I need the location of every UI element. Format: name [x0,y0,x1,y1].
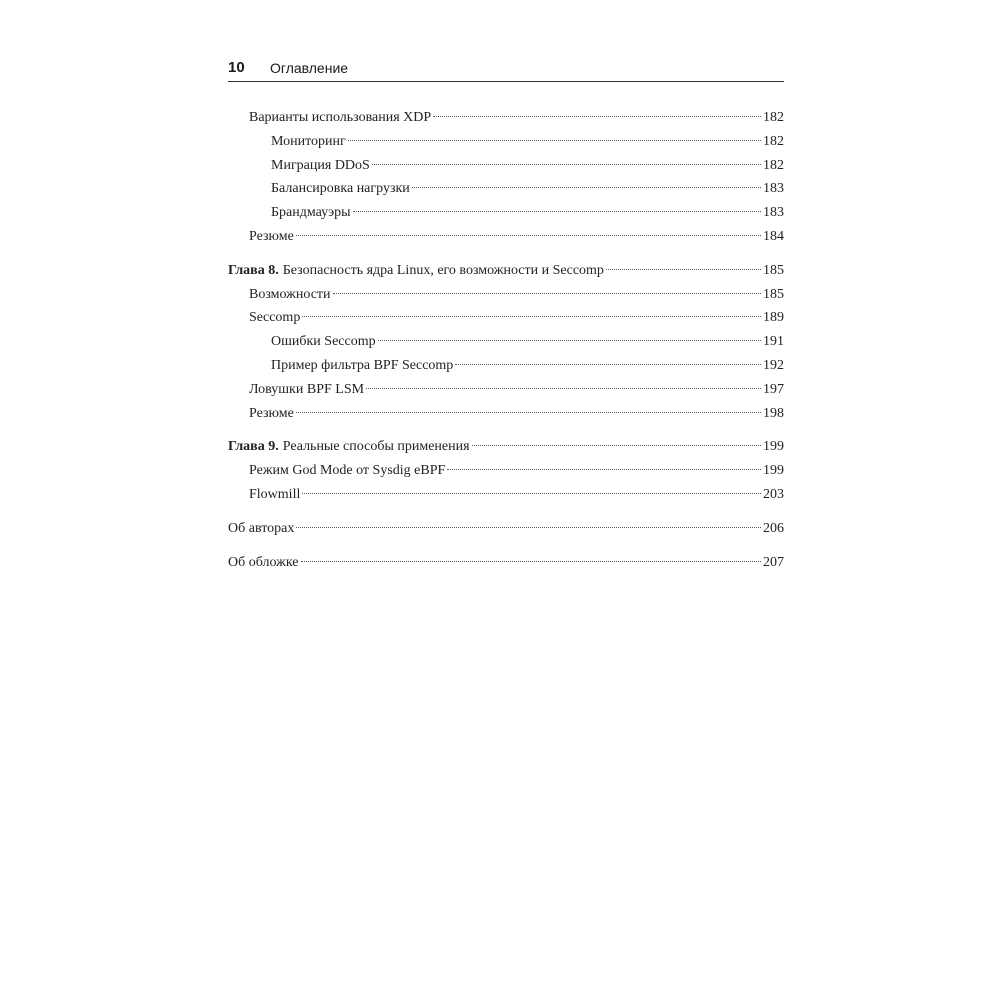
toc-entry-page: 183 [763,205,784,221]
toc-entry-title: Безопасность ядра Linux, его возможности и Seccomp [282,262,604,278]
toc-entry-page: 183 [763,181,784,197]
toc-entry-page: 199 [763,439,784,455]
toc-entry-title: Возможности [249,286,331,302]
toc-entry [228,519,784,543]
toc-entry [228,437,784,461]
toc-entry [228,308,784,332]
toc-entry [228,203,784,227]
toc-entry [228,285,784,309]
toc-entry-title: Брандмауэры [271,205,351,221]
toc-entry-title: Ловушки BPF LSM [249,381,365,397]
dot-leader [296,412,761,413]
toc-entry-page: 182 [763,133,784,149]
dot-leader [606,269,761,270]
dot-leader [366,388,761,389]
toc-entry-page: 198 [763,405,784,421]
dot-leader [333,293,761,294]
toc-entry-title: Flowmill [249,486,301,502]
toc-entry [228,227,784,251]
toc-entry [228,132,784,156]
toc-entry [228,380,784,404]
toc-entry-page: 199 [763,463,784,479]
toc-entry-page: 185 [763,262,784,278]
toc-entry-page: 207 [763,554,784,570]
toc-entry-page: 182 [763,110,784,125]
toc-entry-page: 197 [763,381,784,397]
dot-leader [433,116,761,117]
toc-entry-title: Резюме [249,405,294,421]
toc-entry [228,553,784,577]
chapter-label: Глава 8. [228,262,279,278]
toc-entry-page: 185 [763,286,784,302]
toc-entry-title: Seccomp [249,310,301,326]
running-header [228,59,784,82]
dot-leader [447,469,761,470]
toc-entry [228,332,784,356]
toc-entry-title: Балансировка нагрузки [271,181,410,197]
toc-entry [228,356,784,380]
toc-entry-page: 192 [763,357,784,373]
dot-leader [301,561,762,562]
toc-entry-page: 191 [763,334,784,350]
dot-leader [353,211,761,212]
dot-leader [302,316,761,317]
toc-entry [228,179,784,203]
running-title: Оглавление [270,60,349,76]
toc-entry-title: Резюме [249,228,294,244]
toc-entry [228,156,784,180]
toc-entry [228,108,784,132]
toc-entry-title: Ошибки Seccomp [271,334,376,350]
toc-entry [228,461,784,485]
toc-entry-title: Режим God Mode от Sysdig eBPF [249,463,446,479]
toc-entry-page: 184 [763,228,784,244]
table-of-contents [228,108,784,576]
toc-entry-page: 203 [763,486,784,502]
dot-leader [372,164,761,165]
toc-entry-page: 206 [763,520,784,536]
dot-leader [412,187,761,188]
dot-leader [472,445,761,446]
dot-leader [348,140,761,141]
toc-entry-title: Об обложке [228,554,299,570]
chapter-label: Глава 9. [228,439,279,455]
toc-entry-title: Варианты использования XDP [249,110,432,125]
toc-entry-title: Об авторах [228,520,295,536]
toc-entry-page: 182 [763,157,784,173]
toc-entry [228,261,784,285]
dot-leader [296,527,761,528]
toc-entry [228,404,784,428]
toc-entry [228,485,784,509]
dot-leader [296,235,761,236]
toc-entry-title: Миграция DDoS [271,157,370,173]
toc-entry-title: Мониторинг [271,133,346,149]
dot-leader [378,340,761,341]
dot-leader [455,364,761,365]
toc-entry-title: Пример фильтра BPF Seccomp [271,357,454,373]
dot-leader [302,493,761,494]
toc-entry-title: Реальные способы применения [282,439,470,455]
page-number: 10 [228,59,245,76]
toc-entry-page: 189 [763,310,784,326]
